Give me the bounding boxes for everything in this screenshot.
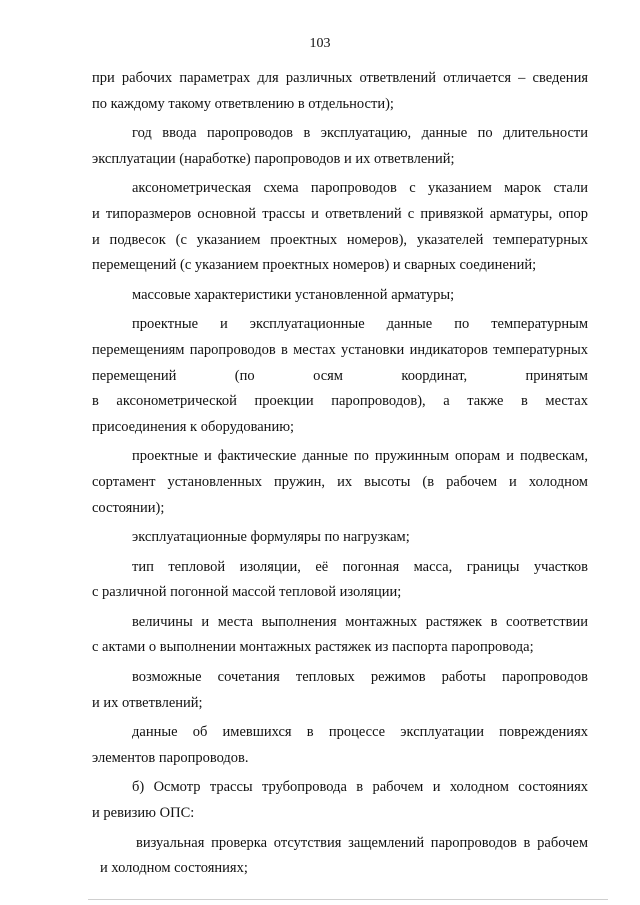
text-line: эксплуатации (наработке) паропроводов и их ответвлений; [92, 150, 455, 167]
text-line: перемещений (по осям координат, принятым [92, 367, 588, 384]
text-line: состоянии); [92, 499, 165, 516]
text-line: в аксонометрической проекции паропроводов), а также в местах [92, 393, 588, 410]
page-number: 103 [309, 36, 331, 51]
text-line: визуальная проверка отсутствия защемлений паропроводов в рабочем [136, 834, 588, 851]
page-bottom-edge [88, 899, 608, 900]
text-line: тип тепловой изоляции, её погонная масса, границы участков [132, 558, 588, 575]
text-line: с актами о выполнении монтажных растяжек из паспорта паропровода; [92, 639, 534, 656]
text-line: массовые характеристики установленной арматуры; [132, 286, 455, 303]
text-line: эксплуатационные формуляры по нагрузкам; [132, 529, 410, 546]
text-line: и их ответвлений; [92, 694, 203, 711]
text-line: данные об имевшихся в процессе эксплуатации повреждениях [132, 724, 588, 741]
text-line: перемещениям паропроводов в местах установки индикаторов температурных [92, 341, 588, 358]
text-line: год ввода паропроводов в эксплуатацию, данные по длительности [132, 125, 588, 142]
text-line: величины и места выполнения монтажных растяжек в соответствии [132, 613, 588, 630]
text-line: присоединения к оборудованию; [92, 418, 295, 435]
text-line: возможные сочетания тепловых режимов работы паропроводов [132, 669, 588, 686]
text-line: и ревизию ОПС: [92, 805, 195, 822]
text-line: проектные и фактические данные по пружинным опорам и подвескам, [132, 448, 588, 465]
text-line: и подвесок (с указанием проектных номеров), указателей температурных [92, 231, 588, 248]
section-heading-line: б) Осмотр трассы трубопровода в рабочем и холодном состояниях [132, 779, 588, 796]
text-line: и типоразмеров основной трассы и ответвлений с привязкой арматуры, опор [92, 205, 588, 222]
text-line: перемещений (с указанием проектных номеров) и сварных соединений; [92, 257, 537, 274]
text-line: элементов паропроводов. [92, 749, 249, 766]
text-line: сортамент установленных пружин, их высоты (в рабочем и холодном [92, 473, 588, 490]
text-line: и холодном состояниях; [100, 860, 248, 877]
document-body [92, 66, 588, 882]
text-line: с различной погонной массой тепловой изоляции; [92, 584, 402, 601]
text-line: по каждому такому ответвлению в отдельности); [92, 95, 394, 112]
text-line: аксонометрическая схема паропроводов с указанием марок стали [132, 180, 588, 197]
text-line: при рабочих параметрах для различных ответвлений отличается – сведения [92, 70, 588, 86]
text-line: проектные и эксплуатационные данные по температурным [132, 316, 588, 333]
